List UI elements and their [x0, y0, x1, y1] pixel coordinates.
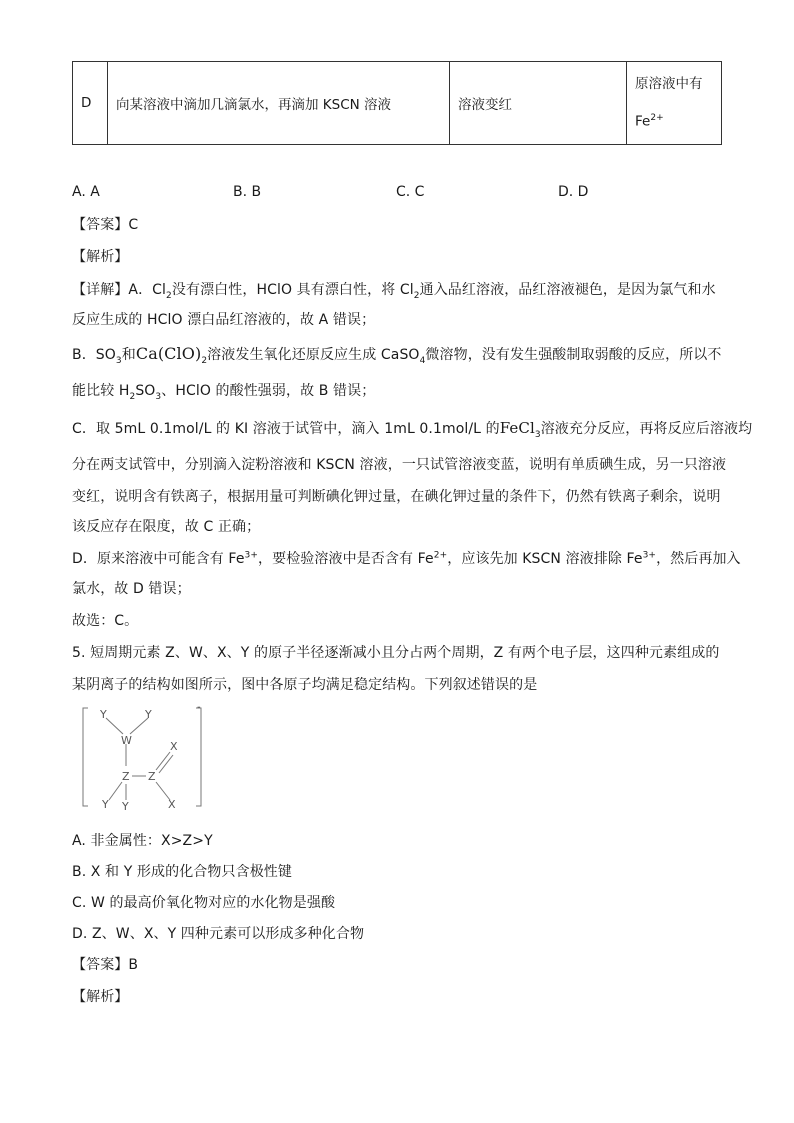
operation-cell: 向某溶液中滴加几滴氯水，再滴加 KSCN 溶液: [108, 62, 450, 145]
atom-y: Y: [145, 708, 152, 721]
atom-y: Y: [100, 708, 107, 721]
atom-y: Y: [122, 800, 129, 812]
q4-answer: 【答案】C: [72, 217, 139, 233]
explain-a-line1: 【详解】A．$Cl_2$没有漂白性，HClO 具有漂白性，将 $Cl_2$通入品红溶液，品红溶液褪色，是因为氯气和水: [72, 282, 716, 301]
q5-answer: 【答案】B: [72, 957, 139, 973]
q4-analysis-label: 【解析】: [72, 249, 129, 265]
atom-x: X: [168, 798, 176, 811]
anion-structure-diagram: [78, 704, 208, 812]
choice-c[interactable]: C. C: [396, 184, 425, 200]
conclusion-cell: 原溶液中有 $Fe^{2+}$: [627, 62, 722, 145]
choice-d[interactable]: D. D: [558, 184, 589, 200]
explain-c-line1: C．取 5mL 0.1mol/L 的 KI 溶液于试管中，滴入 1mL 0.1mol/L 的FeCl$_3$溶液充分反应，再将反应后溶液均: [72, 419, 753, 440]
explain-d-line1: D．原来溶液中可能含有 $Fe^{3+}$，要检验溶液中是否含有 $Fe^{2+}$，应该先加 KSCN 溶液排除 $Fe^{3+}$，然后再加入: [72, 550, 741, 567]
q5-option-a[interactable]: A. 非金属性：X>Z>Y: [72, 833, 213, 849]
explain-c-line3: 变红，说明含有铁离子，根据用量可判断碘化钾过量，在碘化钾过量的条件下，仍然有铁离子剩余，说明: [72, 489, 721, 505]
atom-w: W: [121, 734, 132, 747]
q5-option-b[interactable]: B. X 和 Y 形成的化合物只含极性键: [72, 864, 292, 880]
q5-option-d[interactable]: D. Z、W、X、Y 四种元素可以形成多种化合物: [72, 926, 365, 942]
explain-b-line1: B．$SO_3$和$Ca(ClO)_2$溶液发生氧化还原反应生成 CaSO$_4$微溶物，没有发生强酸制取弱酸的反应，所以不: [72, 344, 722, 366]
row-label: D: [73, 62, 108, 145]
atom-z: Z: [122, 770, 130, 783]
q5-stem-line2: 某阴离子的结构如图所示，图中各原子均满足稳定结构。下列叙述错误的是: [72, 677, 538, 693]
q5-analysis-label: 【解析】: [72, 989, 129, 1005]
phenomenon-cell: 溶液变红: [450, 62, 627, 145]
explain-d-line2: 氯水，故 D 错误；: [72, 581, 191, 597]
q5-stem-line1: 5. 短周期元素 Z、W、X、Y 的原子半径逐渐减小且分占两个周期，Z 有两个电子层，这四种元素组成的: [72, 645, 720, 661]
atom-z: Z: [148, 770, 156, 783]
atom-y: Y: [102, 798, 109, 811]
select-conclusion: 故选：C。: [72, 613, 139, 629]
charge-label: -: [197, 704, 201, 713]
choice-b[interactable]: B. B: [233, 184, 262, 200]
atom-x: X: [170, 740, 178, 753]
options-table: [72, 61, 722, 145]
explain-a-line2: 反应生成的 HClO 漂白品红溶液的，故 A 错误；: [72, 312, 376, 328]
table-row: [73, 62, 722, 145]
explain-c-line4: 该反应存在限度，故 C 正确；: [72, 519, 261, 535]
explain-b-line2: 能比较 $H_2SO_3$、HClO 的酸性强弱，故 B 错误；: [72, 383, 376, 402]
q5-option-c[interactable]: C. W 的最高价氧化物对应的水化物是强酸: [72, 895, 336, 911]
explain-c-line2: 分在两支试管中，分别滴入淀粉溶液和 KSCN 溶液，一只试管溶液变蓝，说明有单质碘生成，另一只溶液: [72, 457, 727, 473]
choice-a[interactable]: A. A: [72, 184, 100, 200]
